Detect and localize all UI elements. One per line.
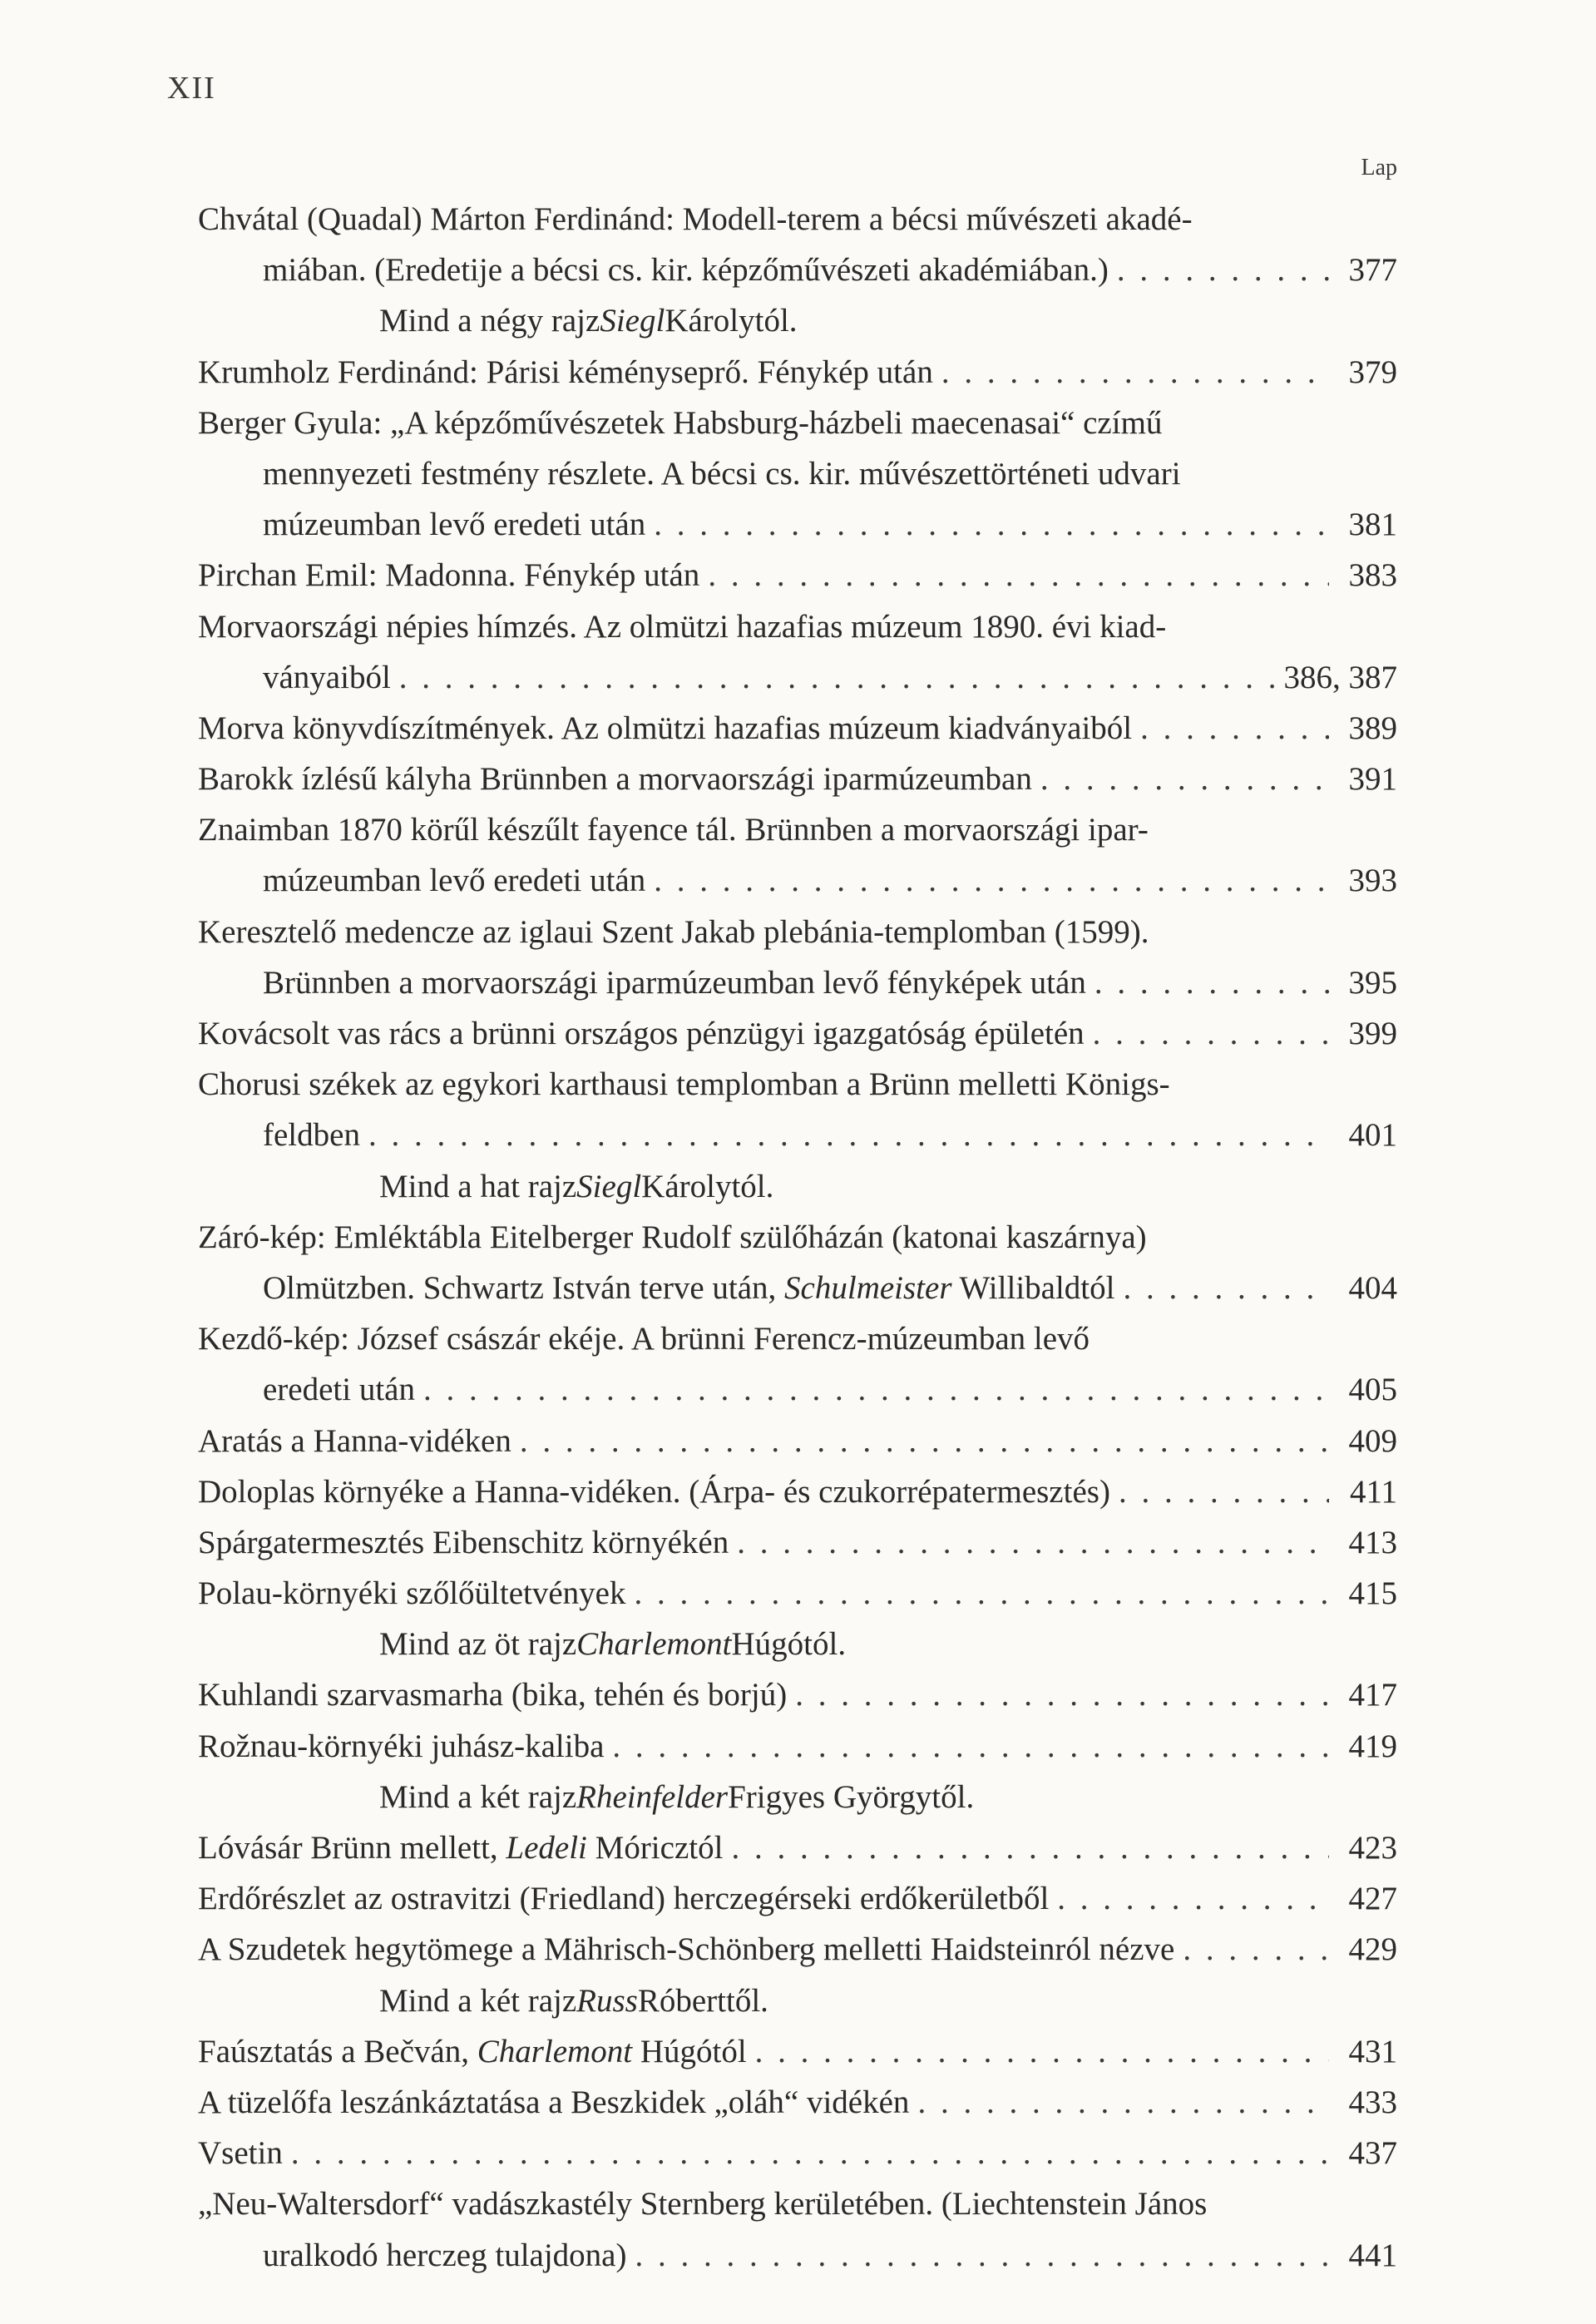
entry-page: 427: [1348, 1881, 1397, 1917]
entry-text: Lóvásár Brünn mellett, Ledeli Móricztól: [198, 1830, 724, 1866]
list-item: [198, 2026, 1397, 2077]
entry-text: eredeti után: [263, 1372, 415, 1408]
entry-text: Záró-kép: Emléktábla Eitelberger Rudolf szülőházán (katonai kaszárnya): [198, 1219, 1147, 1255]
list-item: [198, 1873, 1397, 1924]
entry-text: Aratás a Hanna-vidéken: [198, 1422, 511, 1459]
entry-page: 389: [1348, 710, 1397, 746]
entry-text: Kezdő-kép: József császár ekéje. A brünni Ferencz-múzeumban levő: [198, 1321, 1090, 1357]
list-item: [198, 1669, 1397, 1720]
credit-line: Mind a két rajz Rheinfelder Frigyes Györgytől.: [198, 1772, 1397, 1822]
list-item: [198, 804, 1397, 855]
list-item: [198, 347, 1397, 398]
list-item: [198, 601, 1397, 652]
list-item: [198, 1568, 1397, 1619]
artist-name: Charlemont: [477, 2033, 633, 2069]
entry-page: 423: [1348, 1830, 1397, 1866]
list-item-continuation: [198, 245, 1397, 295]
entry-text: Berger Gyula: „A képzőművészetek Habsburg-házbeli maecenasai“ czímű: [198, 404, 1163, 441]
entry-page: 431: [1348, 2033, 1397, 2069]
artist-name: Charlemont: [576, 1626, 732, 1663]
entry-page: 379: [1348, 354, 1397, 390]
entry-text: mennyezeti festmény részlete. A bécsi cs. kir. művészettörténeti udvari: [263, 455, 1181, 492]
entry-page: 419: [1348, 1728, 1397, 1764]
entry-text: Vsetin: [198, 2135, 283, 2172]
list-item: [198, 2178, 1397, 2229]
entry-page: 413: [1348, 1524, 1397, 1560]
list-item: [198, 754, 1397, 804]
entry-page: 411: [1349, 1473, 1397, 1510]
entry-text: Kovácsolt vas rács a brünni országos pénzügyi igazgatóság épületén: [198, 1016, 1085, 1051]
entry-text: A Szudetek hegytömege a Mährisch-Schönberg melletti Haidsteinról nézve: [198, 1931, 1175, 1968]
entry-text: múzeumban levő eredeti után: [263, 863, 646, 899]
entry-page: 399: [1348, 1016, 1397, 1051]
entry-text: Faúsztatás a Bečván, Charlemont Húgótól: [198, 2033, 747, 2069]
entry-text: Erdőrészlet az ostravitzi (Friedland) herczegérseki erdőkerületből: [198, 1881, 1050, 1917]
list-item: [198, 1466, 1397, 1517]
list-item: [198, 1059, 1397, 1110]
list-item: [198, 2077, 1397, 2128]
entry-page: 401: [1348, 1117, 1397, 1154]
entry-text: Morva könyvdíszítmények. Az olmützi hazafias múzeum kiadványaiból: [198, 710, 1133, 746]
list-item: [198, 550, 1397, 601]
list-of-illustrations: [198, 194, 1397, 2281]
entry-text: Brünnben a morvaországi iparmúzeumban levő fényképek után: [263, 964, 1086, 1001]
artist-name: Siegl: [600, 303, 665, 339]
entry-text: Doloplas környéke a Hanna-vidéken. (Árpa- és czukorrépatermesztés): [198, 1473, 1110, 1510]
credit-line: Mind az öt rajz Charlemont Húgótól.: [198, 1619, 1397, 1669]
entry-text: Polau-környéki szőlőültetvények: [198, 1575, 626, 1612]
entry-text: Chvátal (Quadal) Márton Ferdinánd: Modell-terem a bécsi művészeti akadé-: [198, 201, 1193, 237]
entry-page: 441: [1348, 2237, 1397, 2273]
artist-name: Siegl: [576, 1168, 642, 1204]
list-item-continuation: [198, 1263, 1397, 1313]
entry-text: múzeumban levő eredeti után: [263, 507, 646, 543]
credit-line: Mind a négy rajz Siegl Károlytól.: [198, 295, 1397, 346]
entry-text: Krumholz Ferdinánd: Párisi kéményseprő. Fénykép után: [198, 354, 933, 390]
page-column-label: Lap: [1361, 155, 1397, 180]
entry-page: 437: [1348, 2135, 1397, 2172]
list-item-continuation: [198, 448, 1397, 499]
list-item: [198, 194, 1397, 245]
list-item-continuation: [198, 1364, 1397, 1415]
list-item: [198, 1008, 1397, 1059]
entry-text: ványaiból: [263, 659, 391, 695]
entry-page: 409: [1348, 1422, 1397, 1459]
entry-text: Chorusi székek az egykori karthausi templomban a Brünn melletti Königs-: [198, 1066, 1170, 1103]
page-number: XII: [167, 71, 216, 106]
list-item: [198, 398, 1397, 448]
list-item-continuation: [198, 499, 1397, 550]
entry-page: 383: [1348, 557, 1397, 594]
entry-text: Barokk ízlésű kályha Brünnben a morvaországi iparmúzeumban: [198, 761, 1032, 798]
entry-text: miában. (Eredetije a bécsi cs. kir. képzőművészeti akadémiában.): [263, 252, 1109, 289]
credit-line: Mind a két rajz Russ Róberttől.: [198, 1975, 1397, 2026]
list-item-continuation: [198, 2230, 1397, 2281]
entry-text: Znaimban 1870 körűl készűlt fayence tál. Brünnben a morvaországi ipar-: [198, 812, 1149, 848]
entry-text: Morvaországi népies hímzés. Az olmützi hazafias múzeum 1890. évi kiad-: [198, 608, 1167, 645]
list-item: [198, 1313, 1397, 1364]
list-item-continuation: [198, 1110, 1397, 1160]
entry-page: 404: [1348, 1269, 1397, 1306]
list-item: [198, 703, 1397, 754]
artist-name: Rheinfelder: [576, 1778, 729, 1815]
list-item: [198, 2128, 1397, 2178]
artist-name: Ledeli: [506, 1830, 587, 1866]
entry-page: 433: [1348, 2084, 1397, 2120]
artist-name: Schulmeister: [784, 1269, 952, 1306]
entry-text: Spárgatermesztés Eibenschitz környékén: [198, 1524, 729, 1560]
entry-text: Pirchan Emil: Madonna. Fénykép után: [198, 557, 700, 594]
artist-name: Russ: [576, 1982, 638, 2019]
list-item-continuation: [198, 855, 1397, 906]
entry-text: „Neu-Waltersdorf“ vadászkastély Sternberg kerületében. (Liechtenstein János: [198, 2186, 1208, 2223]
entry-page: 393: [1348, 863, 1397, 899]
list-item: [198, 1517, 1397, 1568]
entry-page: 405: [1348, 1372, 1397, 1408]
list-item-continuation: [198, 957, 1397, 1008]
list-item-continuation: [198, 652, 1397, 703]
entry-text: Olmützben. Schwartz István terve után, Schulmeister Willibaldtól: [263, 1269, 1115, 1306]
list-item: [198, 1416, 1397, 1466]
list-item: [198, 907, 1397, 957]
credit-line: Mind a hat rajz Siegl Károlytól.: [198, 1161, 1397, 1212]
entry-page: 391: [1348, 761, 1397, 798]
entry-text: Kuhlandi szarvasmarha (bika, tehén és borjú): [198, 1677, 788, 1713]
list-item: [198, 1924, 1397, 1975]
entry-page: 377: [1348, 252, 1397, 289]
entry-page: 429: [1348, 1931, 1397, 1968]
list-item: [198, 1822, 1397, 1873]
entry-text: uralkodó herczeg tulajdona): [263, 2237, 627, 2273]
list-item: [198, 1721, 1397, 1772]
entry-page: 415: [1348, 1575, 1397, 1612]
list-item: [198, 1212, 1397, 1263]
entry-text: A tüzelőfa leszánkáztatása a Beszkidek „oláh“ vidékén: [198, 2084, 910, 2120]
entry-page: 381: [1348, 507, 1397, 543]
entry-page: 417: [1348, 1677, 1397, 1713]
entry-text: Rožnau-környéki juhász-kaliba: [198, 1728, 605, 1764]
entry-text: Keresztelő medencze az iglaui Szent Jakab plebánia-templomban (1599).: [198, 913, 1149, 950]
entry-page: 386, 387: [1283, 659, 1397, 695]
entry-text: feldben: [263, 1117, 360, 1154]
entry-page: 395: [1348, 964, 1397, 1001]
